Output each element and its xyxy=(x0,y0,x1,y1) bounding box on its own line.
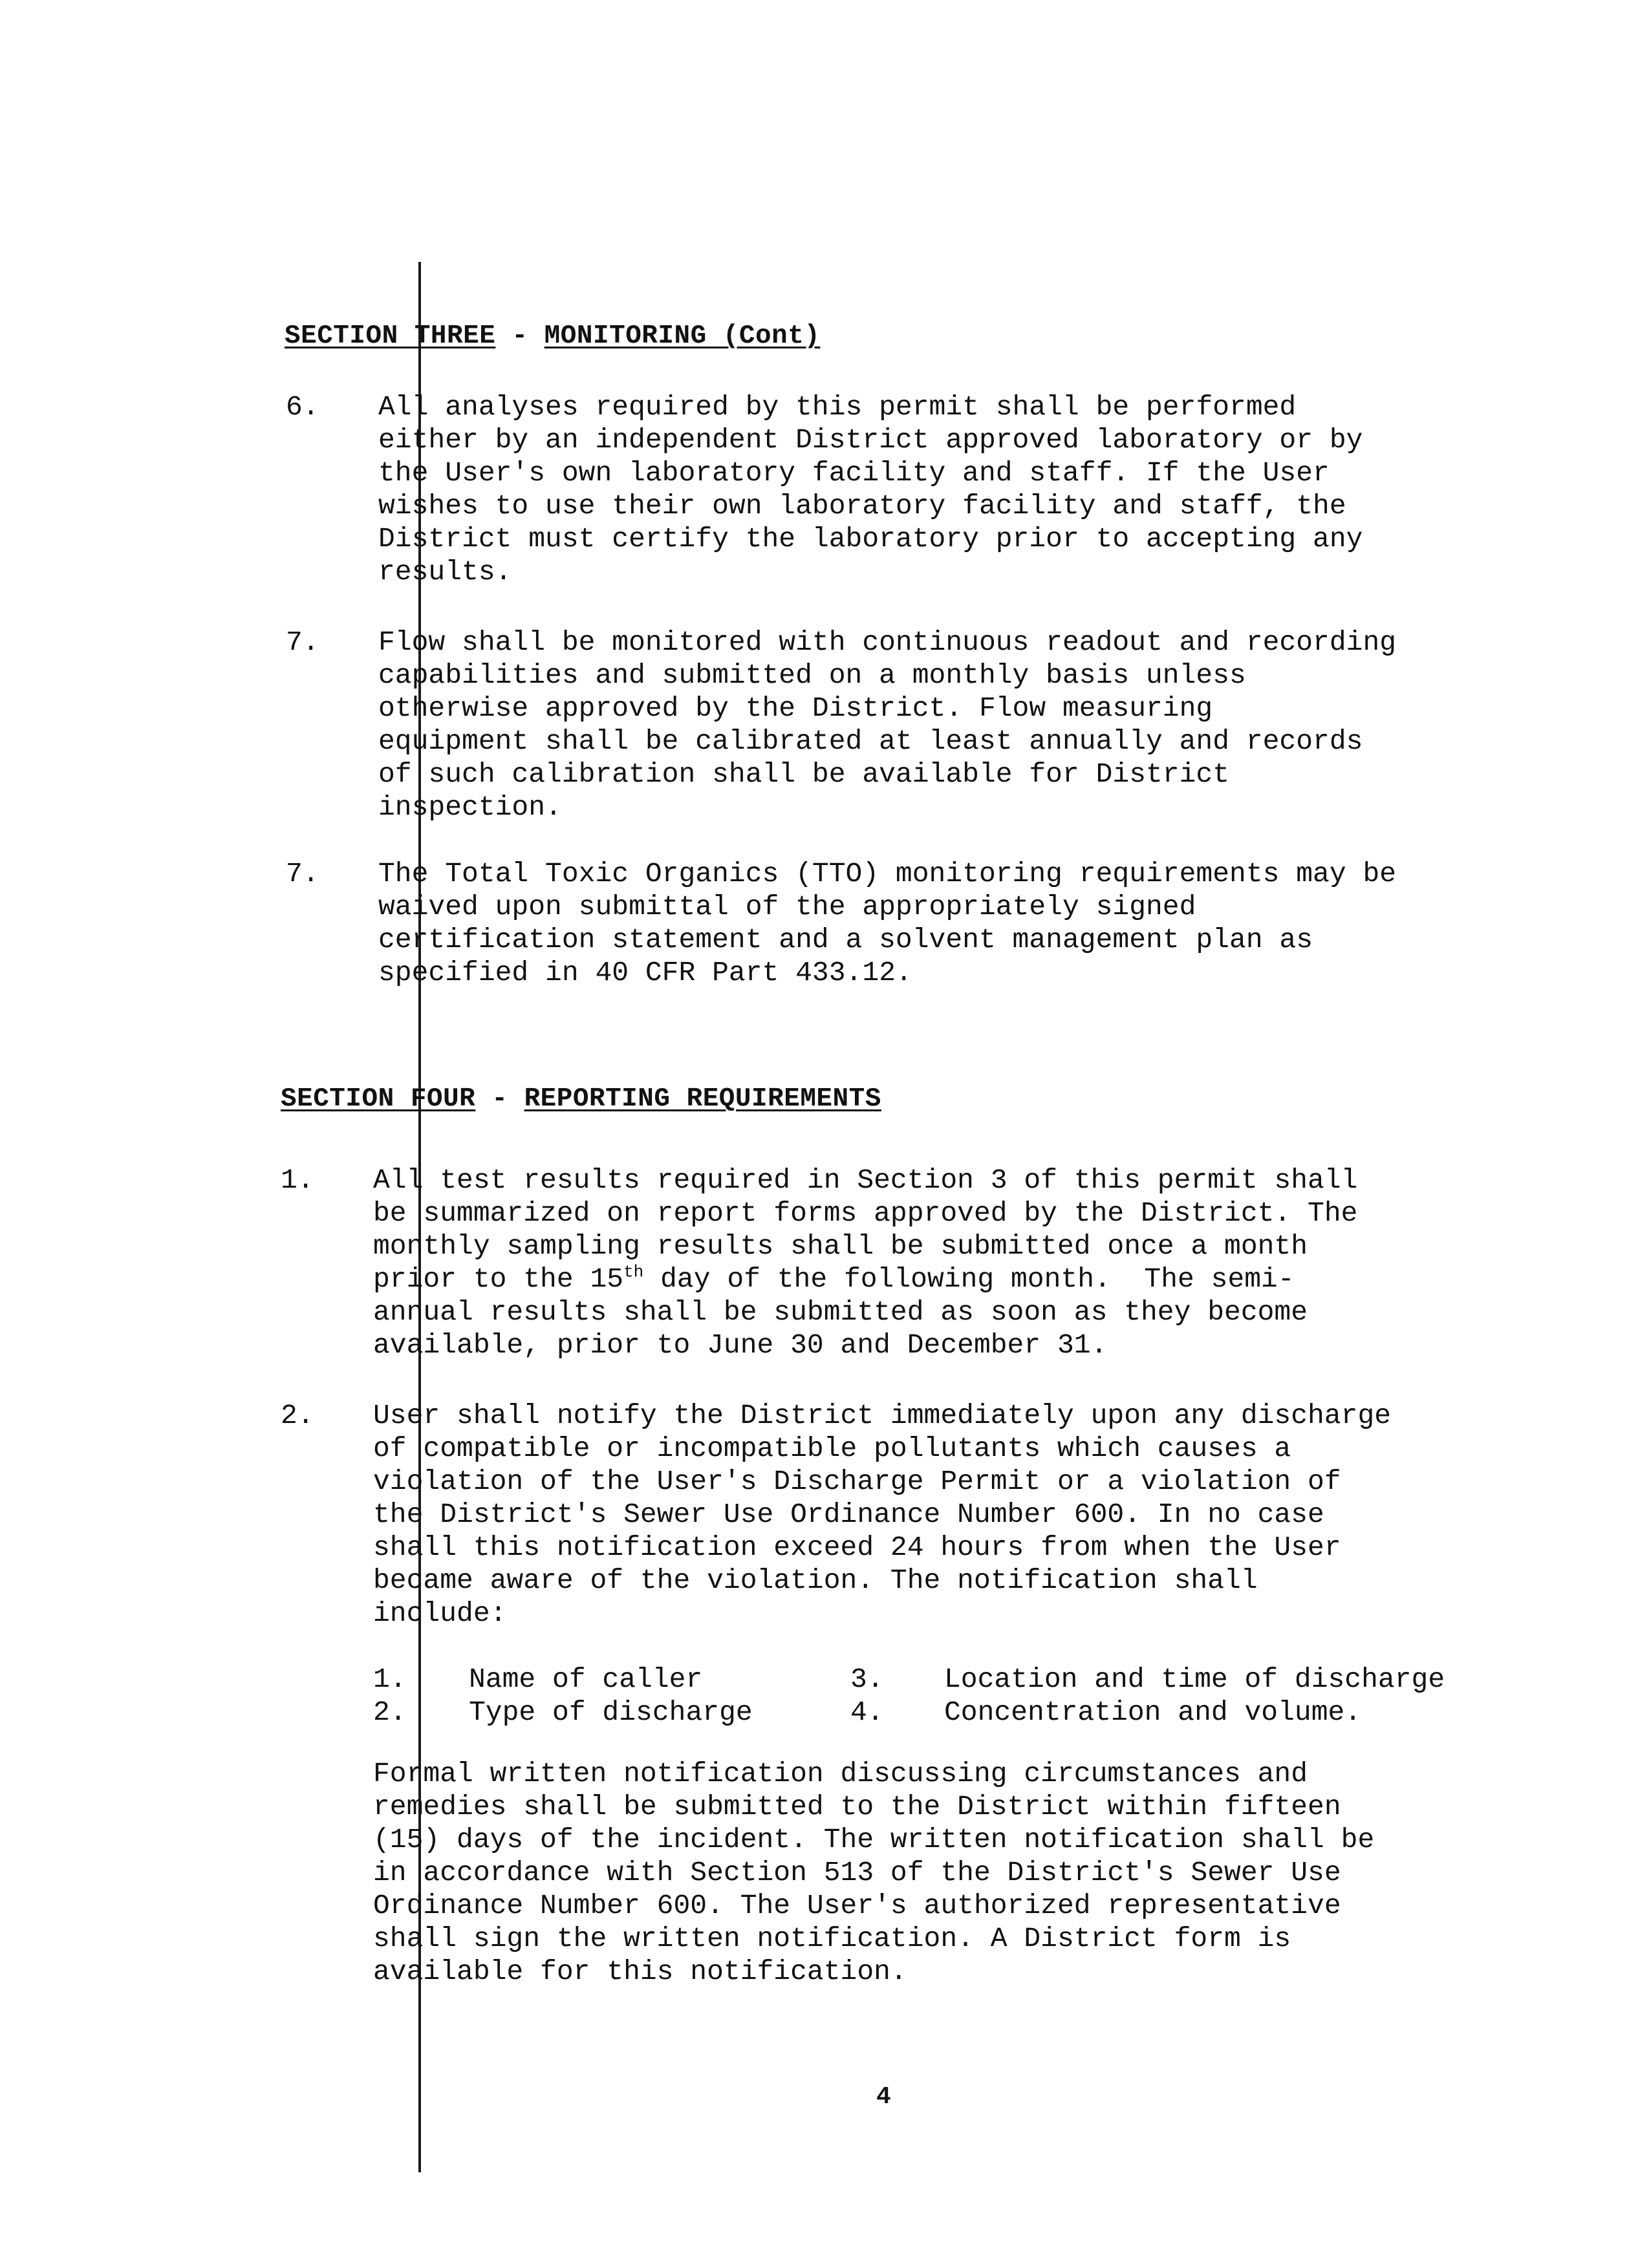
item-number: 7. xyxy=(286,858,319,890)
sub-item-number: 2. xyxy=(373,1696,407,1728)
sub-item-number: 4. xyxy=(850,1696,884,1728)
page-number: 4 xyxy=(876,2083,891,2111)
section-three-heading xyxy=(285,321,820,351)
item-line: All test results required in Section 3 of this permit shall xyxy=(373,1164,1358,1196)
sub-item-label: Concentration and volume. xyxy=(944,1696,1362,1728)
item-line: annual results shall be submitted as soon as they become xyxy=(373,1296,1308,1328)
section-three-title: SECTION THREE xyxy=(285,321,496,351)
item-number: 6. xyxy=(286,391,319,423)
sub-item-number: 3. xyxy=(850,1664,884,1695)
item-number: 7. xyxy=(286,626,319,658)
item-text: Flow shall be monitored with continuous readout and recording capabilities and submitted on a monthly basis unless otherwise approved by the District. Flow measuring equipment shall be calibrated at least annually and records of such calibration shall be available for District inspection. xyxy=(378,626,1397,823)
item-line-part: prior to the 15 xyxy=(373,1263,624,1295)
sub-item-label: Type of discharge xyxy=(469,1696,753,1728)
heading-separator: - xyxy=(475,1084,524,1114)
section-four-heading xyxy=(281,1084,881,1114)
item-line xyxy=(373,1263,1550,1296)
item-text: All analyses required by this permit shall be performed either by an independent District approved laboratory or by the User's own laboratory facility and staff. If the User wishes to use their own laboratory facility and staff, the District must certify the laboratory prior to accepting any results. xyxy=(378,391,1363,588)
notification-sub-list xyxy=(373,1663,1537,1734)
item-number: 2. xyxy=(281,1400,314,1431)
section-four-subtitle: REPORTING REQUIREMENTS xyxy=(524,1084,881,1114)
sub-item-label: Name of caller xyxy=(469,1664,703,1695)
item-text xyxy=(373,1164,1550,1362)
section-four-title: SECTION FOUR xyxy=(281,1084,476,1114)
item-number: 1. xyxy=(281,1164,314,1196)
item-line: be summarized on report forms approved by the District. The xyxy=(373,1197,1358,1229)
item-line-part: day of the following month. The semi- xyxy=(643,1263,1295,1295)
sub-item-label: Location and time of discharge xyxy=(944,1664,1445,1695)
item-line: available, prior to June 30 and December 31. xyxy=(373,1329,1108,1361)
item-text: The Total Toxic Organics (TTO) monitoring requirements may be waived upon submittal of the appropriately signed certification statement and a solvent management plan as specified in 40 CFR Part 433.12. xyxy=(378,858,1397,989)
ordinal-superscript: th xyxy=(623,1262,644,1282)
item-line: monthly sampling results shall be submitted once a month xyxy=(373,1230,1308,1262)
heading-separator: - xyxy=(495,321,544,351)
item-text: User shall notify the District immediately upon any discharge of compatible or incompatible pollutants which causes a violation of the User's Discharge Permit or a violation of the District's Sewer Use Ordinance Number 600. In no case shall this notification exceed 24 hours from when the User became aware of the violation. The notification shall include: xyxy=(373,1400,1392,1629)
section-three-subtitle: MONITORING (Cont) xyxy=(544,321,821,351)
closing-paragraph: Formal written notification discussing circumstances and remedies shall be submitted to the District within fifteen (15) days of the incident. The written notification shall be in accordance with Section 513 of the District's Sewer Use Ordinance Number 600. The User's authorized representative shall sign the written notification. A District form is available for this notification. xyxy=(373,1758,1375,1987)
sub-item-number: 1. xyxy=(373,1664,407,1695)
